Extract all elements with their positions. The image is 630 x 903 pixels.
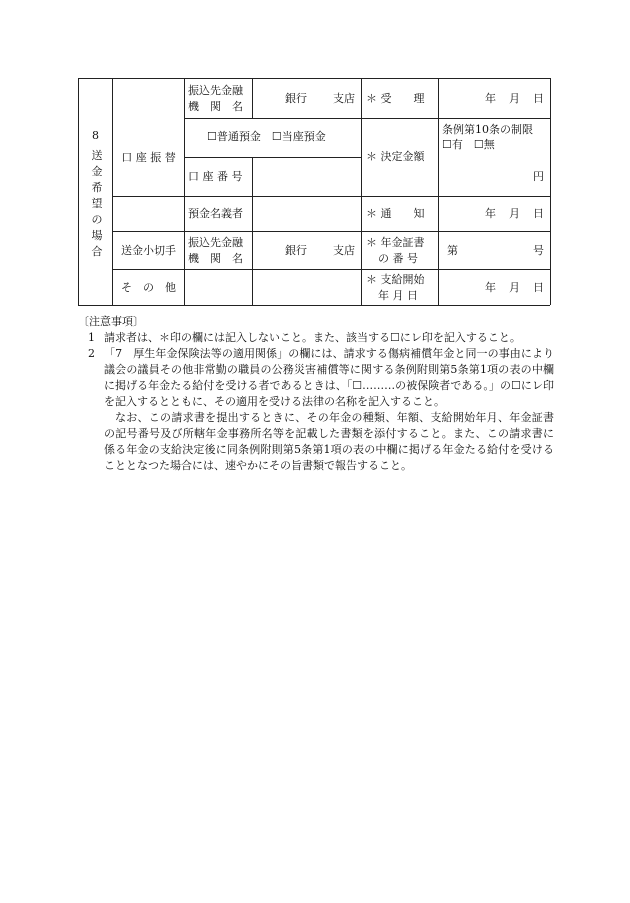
kouza-furikae-label: 口 座 振 替 xyxy=(121,151,176,164)
shikyu-kaishi-label: ＊ 支給開始 xyxy=(366,273,425,286)
shikyu-kaishi-label-2: 年 月 日 xyxy=(378,289,418,302)
section-label: 送 金 希 望 の 場 合 xyxy=(91,149,103,258)
month-label: 月 xyxy=(509,281,520,294)
row-line xyxy=(112,231,550,232)
row-line xyxy=(184,118,550,119)
section-number: 8 xyxy=(92,129,99,142)
sonota-label: そ の 他 xyxy=(121,281,176,294)
year-label: 年 xyxy=(485,92,496,105)
table-border-bottom xyxy=(78,305,550,306)
gou-label: 号 xyxy=(533,244,544,257)
month-label: 月 xyxy=(509,92,520,105)
furikomi-kikan-label-2: 機 関 名 xyxy=(188,252,243,265)
account-type-checkboxes[interactable]: ☐普通預金 ☐当座預金 xyxy=(207,130,326,143)
note-item xyxy=(78,330,554,346)
tsuchi-label: ＊ 通 知 xyxy=(366,207,425,220)
day-label: 日 xyxy=(533,281,544,294)
table-border-top xyxy=(78,78,550,79)
year-label: 年 xyxy=(485,207,496,220)
branch-label: 支店 xyxy=(333,244,355,257)
col-line xyxy=(184,78,185,305)
row-line xyxy=(112,269,550,270)
furikomi-kikan-label: 振込先金融 xyxy=(188,84,243,97)
row-line xyxy=(184,157,361,158)
col-line xyxy=(438,78,439,305)
note-text-continued: なお、この請求書を提出するときに、その年金の種類、年額、支給開始年月、年金証書の記号番号及び所轄年金事務所名等を記載した書類を添付すること。また、この請求書に係る年金の支給決定後に同条例附則第5条第1項の表の中欄に掲げる年金たる給付を受けることとなつた場合には、速やかにその旨書類で報告すること。 xyxy=(104,411,554,472)
soukin-kogitte-label: 送金小切手 xyxy=(121,244,176,257)
furikomi-kikan-label: 振込先金融 xyxy=(188,236,243,249)
day-label: 日 xyxy=(533,207,544,220)
notes-heading: 〔注意事項〕 xyxy=(78,315,144,328)
note-text: 「7 厚生年金保険法等の適用関係」の欄には、請求する傷病補償年金と同一の事由により議会の議員その他非常勤の職員の公務災害補償等に関する条例附則第5条第1項の表の中欄に掲げる年金たる給付を受ける者であるときは、「☐………の被保険者である。」の☐にレ印を記入するとともに、その適用を受ける法律の名称を記入すること。 xyxy=(104,347,554,408)
row-line xyxy=(112,196,550,197)
year-label: 年 xyxy=(485,281,496,294)
col-line xyxy=(252,157,253,305)
bank-label: 銀行 xyxy=(285,244,307,257)
note-number: 2 xyxy=(88,347,95,360)
meigi-label: 預金名義者 xyxy=(188,207,243,220)
note-item xyxy=(78,346,554,410)
juri-label: ＊ 受 理 xyxy=(366,92,425,105)
note-text: 請求者は、＊印の欄には記入しないこと。また、該当する☐にレ印を記入すること。 xyxy=(104,331,521,344)
col-line xyxy=(112,78,113,305)
month-label: 月 xyxy=(509,207,520,220)
jorei-checkboxes[interactable]: ☐有 ☐無 xyxy=(442,138,495,151)
notes-section xyxy=(78,314,554,474)
dai-label: 第 xyxy=(447,244,458,257)
note-number: 1 xyxy=(88,331,95,344)
day-label: 日 xyxy=(533,92,544,105)
col-line xyxy=(361,78,362,305)
nenkin-shousho-label-2: の 番 号 xyxy=(378,252,418,265)
col-line xyxy=(252,78,253,118)
nenkin-shousho-label: ＊ 年金証書 xyxy=(366,236,425,249)
jorei-label: 条例第10条の制限 xyxy=(442,123,533,136)
furikomi-kikan-label-2: 機 関 名 xyxy=(188,100,243,113)
branch-label: 支店 xyxy=(333,92,355,105)
table-border-right xyxy=(550,78,551,305)
kouza-bangou-label: 口 座 番 号 xyxy=(188,170,243,183)
bank-label: 銀行 xyxy=(285,92,307,105)
table-border-left xyxy=(78,78,79,305)
kettei-kingaku-label: ＊ 決定金額 xyxy=(366,150,425,163)
yen-label: 円 xyxy=(533,170,544,183)
